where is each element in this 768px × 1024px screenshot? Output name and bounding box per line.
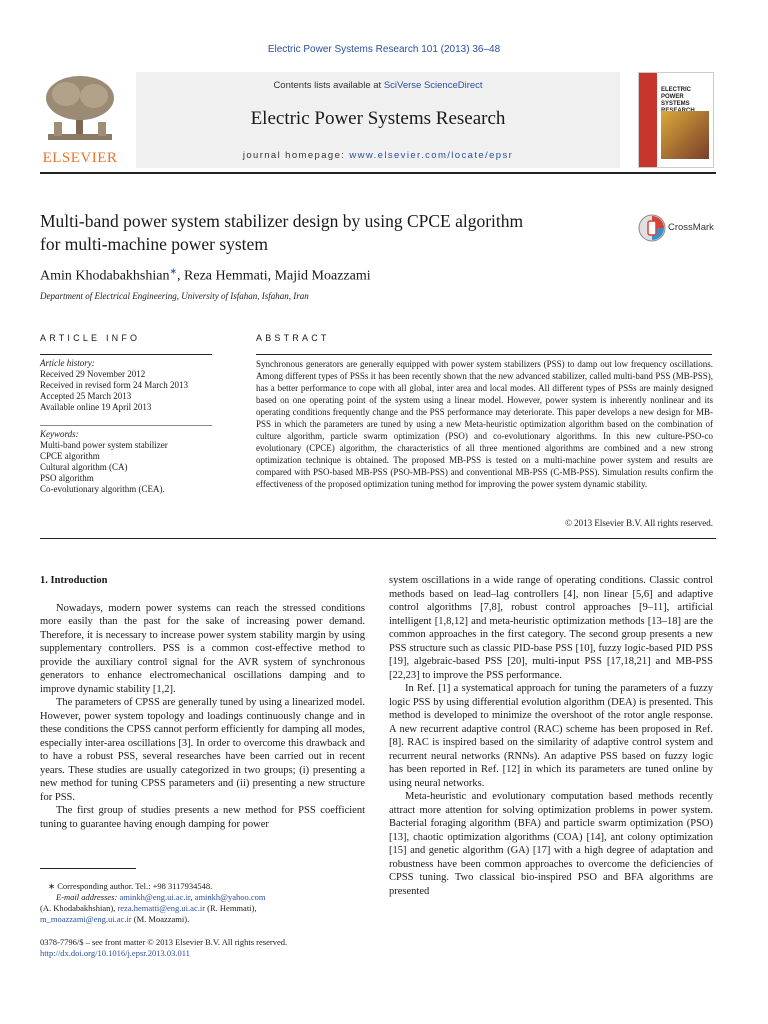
- corresponding-author-mark[interactable]: ∗: [169, 266, 178, 276]
- footnote-divider: [40, 868, 136, 869]
- keywords-label: Keywords:: [40, 429, 79, 439]
- article-history: [40, 358, 220, 413]
- cover-title: ELECTRIC POWER SYSTEMS: [661, 87, 691, 107]
- contents-prefix: Contents lists available at: [273, 80, 384, 91]
- issn-note: [40, 937, 365, 959]
- crossmark-badge[interactable]: [638, 214, 718, 242]
- section-heading-introduction: 1. Introduction: [40, 575, 108, 586]
- body-paragraph: Meta-heuristic and evolutionary computation based methods recently attract more attention for solving optimization problems in power system. Bacterial foraging algorithm (BFA) and particle swarm optimization (PSO) [13], chaotic optimization algorithms (COA) [14], ant colony optimization [15] and genetic algorithm (GA) [17] with a high degree of adaptation and robustness have been common approaches to overcome the deficiencies of CPSS tuning. Two classical bio-inspired PSO and BFA algorithms are presented: [389, 791, 713, 897]
- keyword-item: PSO algorithm: [40, 473, 94, 483]
- doi-link[interactable]: http://dx.doi.org/10.1016/j.epsr.2013.03.011: [40, 948, 190, 958]
- keyword-item: Cultural algorithm (CA): [40, 462, 128, 472]
- email-link[interactable]: aminkh@eng.ui.ac.ir: [119, 892, 191, 902]
- email-line: E-mail addresses: aminkh@eng.ui.ac.ir, aminkh@yahoo.com: [56, 892, 266, 902]
- history-item: Accepted 25 March 2013: [40, 391, 132, 401]
- email-label: E-mail addresses:: [56, 892, 118, 902]
- journal-cover-thumbnail[interactable]: [638, 72, 714, 168]
- email-owner: (A. Khodabakhshian),: [40, 903, 116, 913]
- corresponding-author-note: ∗ Corresponding author. Tel.: +98 3117934548.: [48, 881, 213, 891]
- email-link[interactable]: reza.hematti@eng.ui.ac.ir: [117, 903, 206, 913]
- history-item: Received 29 November 2012: [40, 369, 146, 379]
- body-column-left: [40, 574, 365, 831]
- abstract-divider: [256, 354, 712, 355]
- header-divider: [40, 172, 716, 174]
- history-item: Received in revised form 24 March 2013: [40, 380, 188, 390]
- homepage-link[interactable]: www.elsevier.com/locate/epsr: [349, 150, 514, 161]
- cover-band: [639, 73, 657, 167]
- footnotes: [40, 881, 365, 925]
- body-column-right: [389, 574, 713, 898]
- article-info-divider: [40, 354, 212, 355]
- crossmark-label: CrossMark: [668, 222, 714, 233]
- sciencedirect-link[interactable]: SciVerse ScienceDirect: [383, 80, 483, 91]
- abstract-heading: ABSTRACT: [256, 333, 330, 343]
- journal-masthead: [40, 72, 716, 168]
- cover-image: [661, 111, 709, 159]
- author-list: [40, 266, 371, 285]
- body-paragraph: In Ref. [1] a systematical approach for tuning the parameters of a fuzzy logic PSS by using differential evolution algorithm (DEA) is presented. This method is developed to minimize the overshoot of the rotor angle response. A new recurrent adaptive control (RAC) scheme has been proposed in Ref. [8]. RAC is inspired based on the similarity of adaptive control system and recurrent neural networks (RNNs). An adaptive PSS based on fuzzy logic has been reported in Ref. [12] in which its parameters are tuned online by using neural networks.: [389, 683, 713, 789]
- homepage-prefix: journal homepage:: [242, 150, 350, 161]
- email-owner: (R. Hemmati),: [207, 903, 257, 913]
- journal-name: Electric Power Systems Research: [250, 108, 506, 129]
- abstract-copyright: © 2013 Elsevier B.V. All rights reserved.: [565, 518, 713, 528]
- journal-citation[interactable]: Electric Power Systems Research 101 (2013) 36–48: [267, 44, 501, 55]
- author-names-rest: , Reza Hemmati, Majid Moazzami: [177, 268, 371, 284]
- keyword-item: Multi-band power system stabilizer: [40, 440, 168, 450]
- front-matter-notice: 0378-7796/$ – see front matter © 2013 Elsevier B.V. All rights reserved.: [40, 937, 288, 947]
- body-paragraph: system oscillations in a wide range of operating conditions. Classic control methods based on lead–lag controllers [4], non linear [5,6] and adaptive control algorithms [7,8], robust control approaches [9–11], artificial intelligent [1,8,12] and meta-heuristic optimization methods [13–18] are the common approaches in the first category. The second group presents a new PSS structure such as classic PID-base PSS [10], fuzzy logic-based PID PSS [19], algebraic-based PSS [20], multi-input PSS [17,18,21] and MB-PSS [22,23] to improve the PSS performance.: [389, 575, 713, 681]
- body-paragraph: Nowadays, modern power systems can reach the stressed conditions more easily than the past for the sake of increasing power demand. Therefore, it is necessary to increase power system stability margin by using supplementary controllers. PSS is a common cost-effective method to provide the auxiliary control signal for the AVR system of synchronous generators to enhance electromechanical oscillations damping and to improve dynamic stability [1,2].: [40, 602, 365, 695]
- keywords: [40, 429, 230, 495]
- journal-header-box: [136, 72, 620, 168]
- crossmark-icon: [638, 214, 666, 242]
- abstract-body: Synchronous generators are generally equipped with power system stabilizers (PSS) to damp out low frequency oscillations. Among different types of PSSs it has been recently shown that the new advanced stabilizer, called multi-band PSS (MB-PSS), has a better performance to cope with all global, inter area and local modes. All different types of PSSs are mainly designed based on one operating point of the system using a linear model. However, power system is inherently nonlinear and its operating conditions frequently change and the PSS performance may deteriorate. This paper develops a new design for MB-PSS in which the parameters are tuned by using a new Meta-heuristic optimization algorithm based on the combination of culture algorithm, particle swarm optimization (PSO) and co-evolutionary algorithms. In this new culture-PSO-co evolutionary (CPCE) algorithm, the characteristics of all three mentioned algorithms are combined and a new strong optimization technique is obtained. The proposed MB-PSS is tested on a multi-machine power system and results are compared with PSO-based MB-PSS (PSO-MB-PSS) and conventional MB-PSS (C-MB-PSS). Simulation results confirm the effectiveness of the proposed optimization tuning method for improving the power system dynamic stability.: [256, 359, 713, 489]
- email-link[interactable]: aminkh@yahoo.com: [194, 892, 266, 902]
- keyword-item: Co-evolutionary algorithm (CEA).: [40, 484, 165, 494]
- elsevier-logo[interactable]: [40, 72, 136, 168]
- front-matter-divider: [40, 538, 716, 539]
- history-item: Available online 19 April 2013: [40, 402, 152, 412]
- email-line: [40, 903, 365, 914]
- body-paragraph: The parameters of CPSS are generally tuned by using a linearized model. However, power system topology and loadings continuously change and in these conditions the CPSS cannot perform efficiently for damping all modes, especially inter-area oscillations [3]. In order to overcome this drawback and to have a robust PSS, several researches have been carried out in recent years. These studies are usually categorized in two groups; (i) presenting a new method for tuning CPSS parameters and (ii) presenting a new structure for PSS.: [40, 697, 365, 803]
- email-link[interactable]: m_moazzami@eng.ui.ac.ir: [40, 914, 132, 924]
- author-name[interactable]: Amin Khodabakhshian: [40, 268, 170, 284]
- contents-availability: [136, 80, 620, 91]
- article-title-line-2: for multi-machine power system: [40, 234, 268, 254]
- elsevier-tree-icon: [40, 72, 120, 148]
- article-title: [40, 210, 630, 256]
- article-title-line-1: Multi-band power system stabilizer design by using CPCE algorithm: [40, 211, 524, 231]
- history-label: Article history:: [40, 358, 95, 368]
- email-line: [40, 914, 365, 925]
- author-affiliation: Department of Electrical Engineering, University of Isfahan, Isfahan, Iran: [40, 291, 309, 301]
- keyword-item: CPCE algorithm: [40, 451, 100, 461]
- article-info-heading: ARTICLE INFO: [40, 333, 141, 343]
- journal-homepage: [136, 150, 620, 161]
- keywords-divider: [40, 425, 212, 426]
- body-paragraph: The first group of studies presents a new method for PSS coefficient tuning to guarantee having enough damping for power: [40, 805, 365, 830]
- elsevier-wordmark: ELSEVIER: [42, 150, 118, 166]
- email-owner: (M. Moazzami).: [133, 914, 190, 924]
